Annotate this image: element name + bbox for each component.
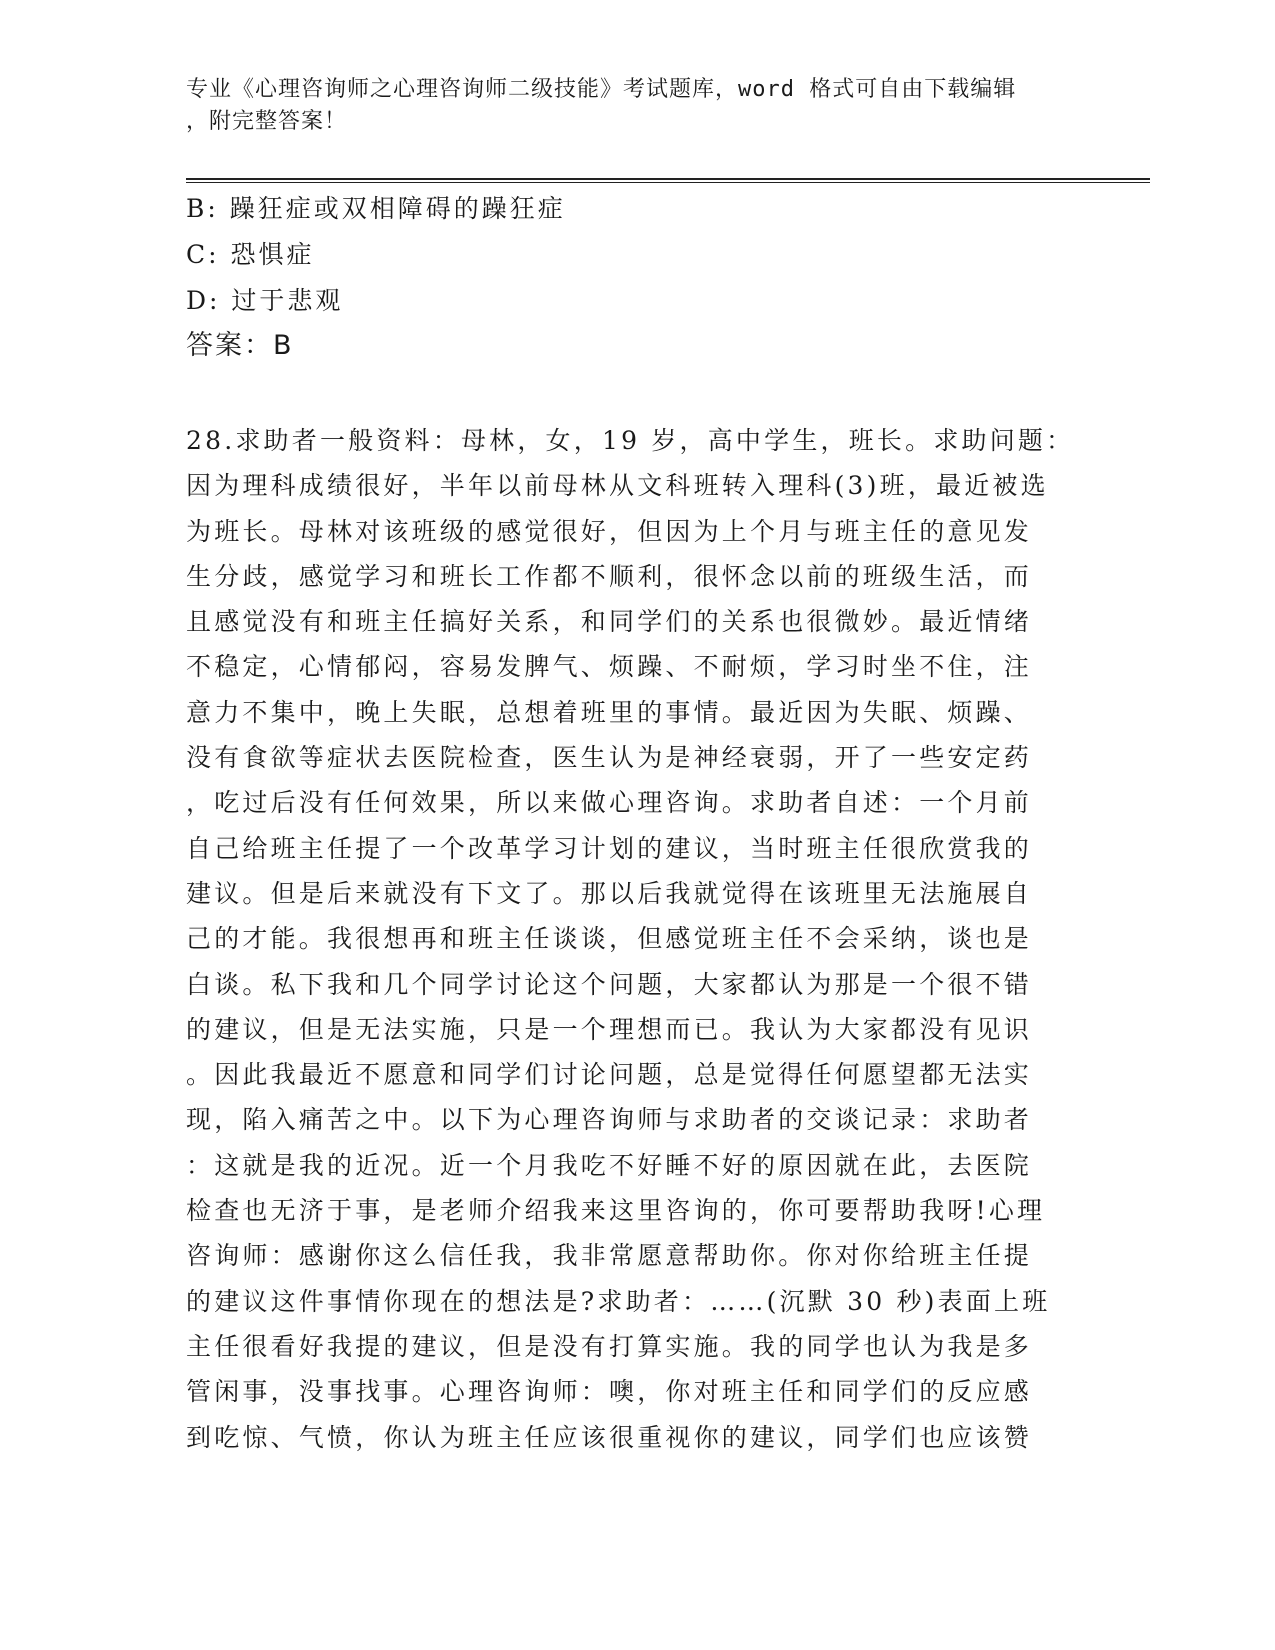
question-line: ，吃过后没有任何效果，所以来做心理咨询。求助者自述：一个月前 bbox=[186, 788, 1033, 818]
question-line: 为班长。母林对该班级的感觉很好，但因为上个月与班主任的意见发 bbox=[186, 516, 1033, 546]
question-line: 没有食欲等症状去医院检查，医生认为是神经衰弱，开了一些安定药 bbox=[186, 743, 1033, 773]
question-line: 的建议这件事情你现在的想法是?求助者：……(沉默 30 秒)表面上班 bbox=[186, 1286, 1051, 1316]
question-line: 己的才能。我很想再和班主任谈谈，但感觉班主任不会采纳，谈也是 bbox=[186, 924, 1033, 954]
question-line: 建议。但是后来就没有下文了。那以后我就觉得在该班里无法施展自 bbox=[186, 878, 1033, 908]
option-b: B: 躁狂症或双相障碍的躁狂症 bbox=[186, 194, 566, 223]
question-line: 且感觉没有和班主任搞好关系，和同学们的关系也很微妙。最近情绪 bbox=[186, 607, 1033, 637]
question-line: 。因此我最近不愿意和同学们讨论问题，总是觉得任何愿望都无法实 bbox=[186, 1060, 1033, 1090]
question-line: 生分歧，感觉学习和班长工作都不顺利，很怀念以前的班级生活，而 bbox=[186, 561, 1033, 591]
question-line: 的建议，但是无法实施，只是一个理想而已。我认为大家都没有见识 bbox=[186, 1014, 1033, 1044]
question-line: 检查也无济于事，是老师介绍我来这里咨询的，你可要帮助我呀!心理 bbox=[186, 1196, 1046, 1226]
question-line: 到吃惊、气愤，你认为班主任应该很重视你的建议，同学们也应该赞 bbox=[186, 1422, 1033, 1452]
header-divider bbox=[186, 178, 1150, 183]
option-c: C: 恐惧症 bbox=[186, 240, 315, 269]
answer-label: 答案：B bbox=[186, 330, 294, 361]
question-line: 意力不集中，晚上失眠，总想着班里的事情。最近因为失眠、烦躁、 bbox=[186, 697, 1033, 727]
question-line: 因为理科成绩很好，半年以前母林从文科班转入理科(3)班，最近被选 bbox=[186, 471, 1049, 501]
question-line: 白谈。私下我和几个同学讨论这个问题，大家都认为那是一个很不错 bbox=[186, 969, 1033, 999]
question-line: ：这就是我的近况。近一个月我吃不好睡不好的原因就在此，去医院 bbox=[186, 1150, 1033, 1180]
question-line: 管闲事，没事找事。心理咨询师：噢，你对班主任和同学们的反应感 bbox=[186, 1377, 1033, 1407]
question-line: 主任很看好我提的建议，但是没有打算实施。我的同学也认为我是多 bbox=[186, 1331, 1033, 1361]
question-line: 咨询师：感谢你这么信任我，我非常愿意帮助你。你对你给班主任提 bbox=[186, 1241, 1033, 1271]
option-d: D: 过于悲观 bbox=[186, 286, 344, 315]
question-28-body bbox=[186, 418, 1076, 1460]
question-line: 自己给班主任提了一个改革学习计划的建议，当时班主任很欣赏我的 bbox=[186, 833, 1033, 863]
question-line: 28.求助者一般资料：母林，女，19 岁，高中学生，班长。求助问题： bbox=[186, 426, 1075, 455]
question-line: 现，陷入痛苦之中。以下为心理咨询师与求助者的交谈记录：求助者 bbox=[186, 1105, 1033, 1135]
header-note: 专业《心理咨询师之心理咨询师二级技能》考试题库，word 格式可自由下载编辑 ，附完整答案！ bbox=[186, 77, 1017, 134]
question-line: 不稳定，心情郁闷，容易发脾气、烦躁、不耐烦，学习时坐不住，注 bbox=[186, 652, 1033, 682]
